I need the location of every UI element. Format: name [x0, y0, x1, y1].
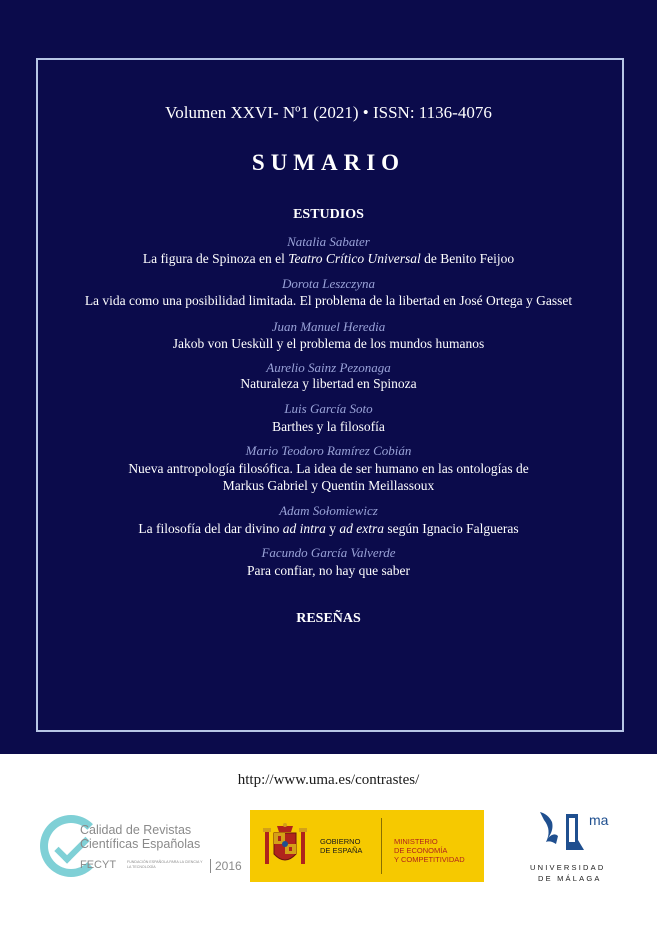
fecyt-small-text: FUNDACIÓN ESPAÑOLA PARA LA CIENCIA Y LA TECNOLOGÍA: [127, 860, 203, 869]
uma-ma: ma: [589, 812, 609, 828]
article-author: Adam Sołomiewicz: [279, 503, 378, 518]
uma-name-line2: DE MÁLAGA: [538, 874, 602, 883]
article-title: Jakob von Ueskùll y el problema de los mundos humanos: [172, 336, 485, 351]
fecyt-line2: Científicas Españolas: [80, 837, 201, 851]
volume-info: Volumen XXVI- Nº1 (2021) • ISSN: 1136-4076: [165, 103, 492, 122]
title-part: La figura de Spinoza en el: [142, 251, 289, 266]
title-part-italic: Teatro Crítico Universal: [288, 251, 421, 266]
section-heading-estudios: ESTUDIOS: [293, 207, 364, 222]
article-title: [0, 520, 657, 537]
journal-url-link[interactable]: http://www.uma.es/contrastes/: [237, 772, 420, 788]
uma-name-line1: UNIVERSIDAD: [530, 863, 606, 872]
article-title: Para confiar, no hay que saber: [247, 563, 410, 578]
article-author: Aurelio Sainz Pezonaga: [266, 360, 391, 375]
page-title: SUMARIO: [251, 150, 406, 175]
article-title: Barthes y la filosofía: [272, 419, 385, 434]
article-author: Natalia Sabater: [287, 234, 370, 249]
article-author: Luis García Soto: [284, 401, 373, 416]
section-heading-resenas: RESEÑAS: [296, 611, 361, 626]
fecyt-line1: Calidad de Revistas: [80, 823, 192, 837]
article-author: Juan Manuel Heredia: [271, 319, 386, 334]
title-part: La filosofía del dar divino: [138, 521, 283, 536]
coat-of-arms-icon: [262, 822, 308, 872]
title-part-italic: ad extra: [339, 521, 384, 536]
article-title-line2: Markus Gabriel y Quentin Meillassoux: [222, 478, 435, 493]
article-author: Dorota Leszczyna: [281, 276, 376, 291]
article-title: Naturaleza y libertad en Spinoza: [240, 376, 417, 391]
fecyt-name: FECYT: [80, 859, 117, 871]
divider: [381, 818, 382, 874]
gobierno-logo: [250, 810, 484, 882]
article-title: [0, 250, 657, 267]
title-part: de Benito Feijoo: [420, 251, 515, 266]
ministerio-text: MINISTERIO DE ECONOMÍA Y COMPETITIVIDAD: [394, 837, 465, 864]
fecyt-logo: [40, 815, 242, 879]
article-title: La vida como una posibilidad limitada. El problema de la libertad en José Ortega y Gasset: [84, 293, 573, 308]
title-part-italic: ad intra: [282, 521, 326, 536]
uma-emblem-icon: [538, 810, 594, 854]
fecyt-bar: [80, 857, 242, 877]
title-part: y: [325, 521, 340, 536]
uma-logo: [530, 808, 610, 888]
fecyt-year: 2016: [210, 859, 242, 873]
article-title: Nueva antropología filosófica. La idea de ser humano en las ontologías de: [128, 461, 529, 476]
gobierno-text: GOBIERNO DE ESPAÑA: [320, 837, 363, 855]
article-author: Facundo García Valverde: [261, 545, 396, 560]
title-part: según Ignacio Falgueras: [384, 521, 519, 536]
article-author: Mario Teodoro Ramírez Cobián: [245, 443, 412, 458]
